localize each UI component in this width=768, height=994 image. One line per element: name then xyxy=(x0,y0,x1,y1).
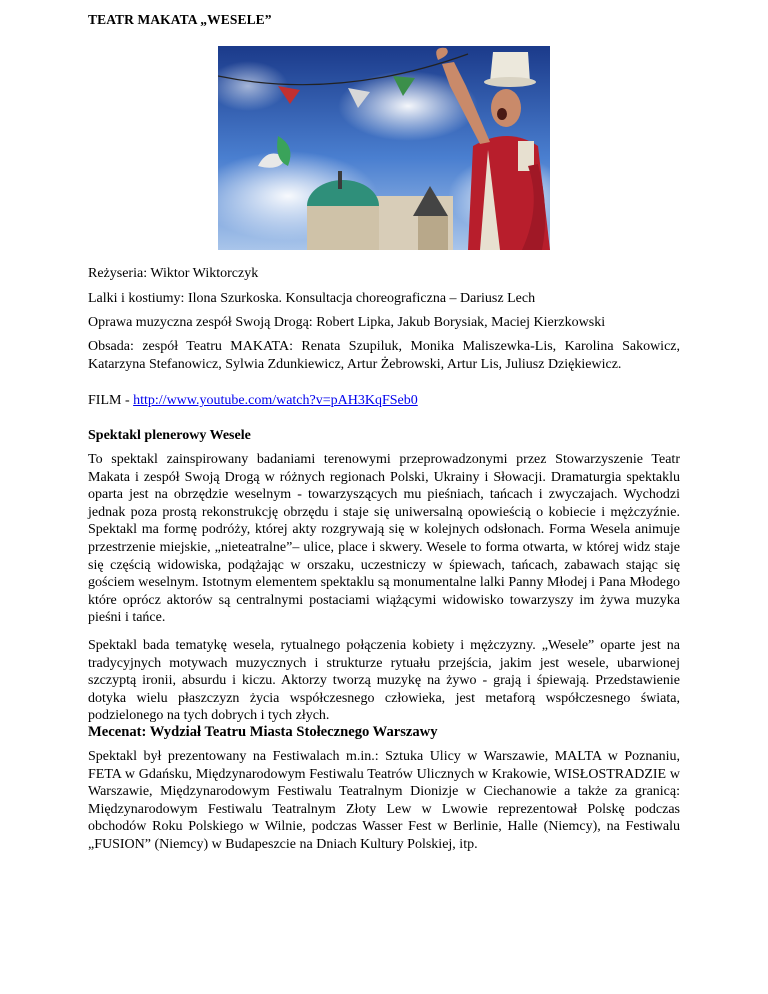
credits-music: Oprawa muzyczna zespół Swoją Drogą: Robert Lipka, Jakub Borysiak, Maciej Kierzkowski xyxy=(88,315,606,330)
film-line xyxy=(88,392,418,409)
paragraph-festivals: Spektakl był prezentowany na Festiwalach m.in.: Sztuka Ulicy w Warszawie, MALTA w Poznaniu, FETA w Gdańsku, Międzynarodowym Festiwalu Teatrów Ulicznych w Krakowie, WISŁOSTRADZIE w Warszawie, Międzynarodowym Festiwalu Teatralnym Dionizje w Ciechanowie a także za granicą: Międzynarodowym Festiwalu Teatralnym Złoty Lew w Lwowie reprezentował Polskę podczas obchodów Roku Polskiego w Wilnie, podczas Wasser Fest w Berlinie, Halle (Niemcy), na Festiwalu „FUSION” (Niemcy) w Budapeszcie na Dniach Kultury Polskiej, itp. xyxy=(88,749,680,852)
section-heading-mecenat: Mecenat: Wydział Teatru Miasta Stołecznego Warszawy xyxy=(88,724,438,740)
film-label: FILM - xyxy=(88,393,134,408)
paragraph-description: To spektakl zainspirowany badaniami terenowymi przeprowadzonymi przez Stowarzyszenie Teatr Makata i zespół Swoją Drogą w różnych regionach Polski, Ukrainy i Słowacji. Dramaturgia spektaklu oparta jest na obrzędzie weselnym - towarzyszących mu pieśniach, tańcach i zwyczajach. Wychodzi jednak poza prostą rekonstrukcję obrzędu i staje się uniwersalną opowieścią o kobiecie i mężczyźnie. Spektakl ma formę podróży, której akty rozgrywają się w kolejnych odsłonach. Forma Wesela animuje przestrzenie miejskie, „nieteatralne”– ulice, place i skwery. Wesele to forma otwarta, w której widz staje się częścią widowiska, podążając w orszaku, uczestniczy w śpiewach, tańcach, zabawach stając się gościem weselnym. Istotnym elementem spektaklu są monumentalne lalki Panny Młodej i Pana Młodego które oprócz aktorów są centralnymi postaciami wiążącymi widowisko towarzyszy im żywa muzyka pieśni i tańce. xyxy=(88,452,680,626)
document-title: TEATR MAKATA „WESELE” xyxy=(88,12,272,27)
performance-photo xyxy=(218,46,550,250)
paragraph-theme: Spektakl bada tematykę wesela, rytualnego połączenia kobiety i mężczyzny. „Wesele” oparte jest na tradycyjnych motywach muzycznych i strukturze rytuału przejścia, jakim jest wesele, ubarwionej szczyptą ironii, absurdu i kiczu. Aktorzy tworzą muzykę na żywo - grają i śpiewają. Przedstawienie dotyka wielu płaszczyzn życia współczesnego człowieka, jest metaforą współczesnego świata, podzielonego na tych dobrych i tych złych. xyxy=(88,638,680,724)
film-link[interactable]: http://www.youtube.com/watch?v=pAH3KqFSeb0 xyxy=(133,393,418,408)
credits-cast: Obsada: zespół Teatru MAKATA: Renata Szupiluk, Monika Maliszewka-Lis, Karolina Sakowicz, Katarzyna Stefanowicz, Sylwia Zdunkiewicz, Artur Żebrowski, Artur Lis, Juliusz Dziękiewicz. xyxy=(88,339,680,372)
credits-puppets: Lalki i kostiumy: Ilona Szurkoska. Konsultacja choreograficzna – Dariusz Lech xyxy=(88,291,536,306)
section-heading-spektakl: Spektakl plenerowy Wesele xyxy=(88,428,251,443)
credits-directing: Reżyseria: Wiktor Wiktorczyk xyxy=(88,266,259,281)
